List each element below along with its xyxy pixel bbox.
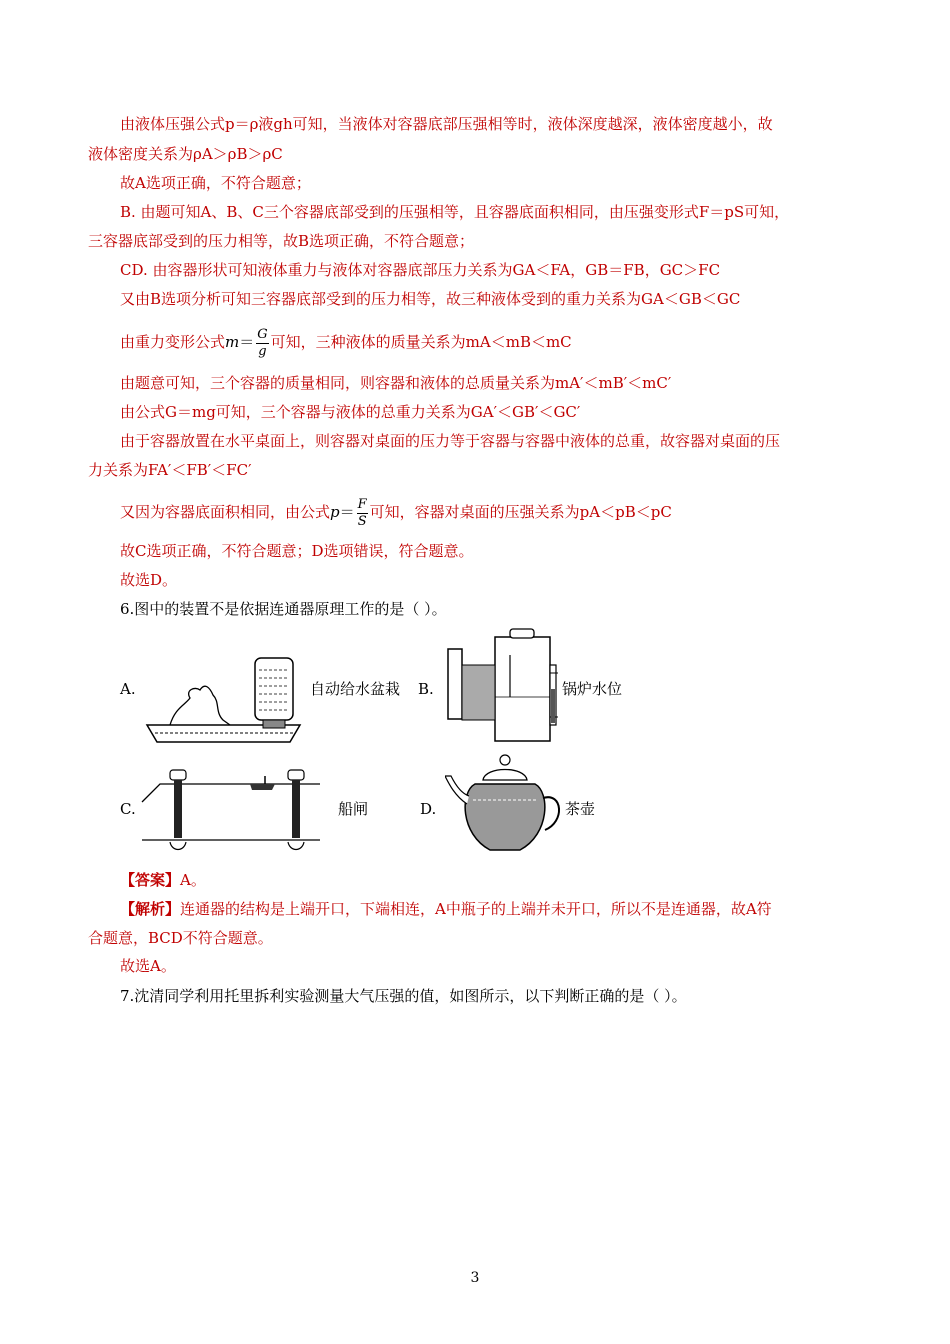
option-b-caption: 锅炉水位 <box>562 680 623 698</box>
solution-line-12: 力关系为FA′＜FB′＜FC′ <box>88 461 252 479</box>
formula-lead-text: 又因为容器底面积相同，由公式 <box>120 503 331 521</box>
fraction-numerator: G <box>257 326 268 342</box>
fraction-denominator: g <box>258 343 267 359</box>
question-7-stem: 7.沈清同学利用托里拆利实验测量大气压强的值，如图所示，以下判断正确的是（ ）。 <box>120 987 687 1005</box>
analysis-line-2: 合题意，BCD不符合题意。 <box>88 929 273 947</box>
teapot-figure <box>445 752 570 857</box>
option-c-letter: C. <box>120 800 136 818</box>
solution-line-3: 故A选项正确，不符合题意； <box>120 174 311 192</box>
option-d-caption: 茶壶 <box>565 800 596 818</box>
formula-var-p: p <box>330 503 340 521</box>
page-number: 3 <box>470 1270 480 1286</box>
formula-var-m: m <box>225 333 240 351</box>
question-6-stem: 6.图中的装置不是依据连通器原理工作的是（ ）。 <box>120 600 447 618</box>
solution-line-11: 由于容器放置在水平桌面上，则容器对桌面的压力等于容器与容器中液体的总重，故容器对桌面的压 <box>120 432 781 450</box>
boiler-gauge-figure <box>440 625 565 745</box>
option-b-letter: B. <box>418 680 434 698</box>
solution-line-8 <box>120 320 572 364</box>
analysis-tag: 【解析】 <box>120 900 181 918</box>
solution-line-5: 三容器底部受到的压力相等，故B选项正确，不符合题意； <box>88 232 475 250</box>
option-c-caption: 船闸 <box>338 800 369 818</box>
analysis-text-1: 连通器的结构是上端开口，下端相连，A中瓶子的上端并未开口，所以不是连通器，故A符 <box>180 900 772 918</box>
solution-line-15: 故选D。 <box>120 571 178 589</box>
answer-text: A。 <box>180 871 206 889</box>
formula-equals: ＝ <box>239 333 255 351</box>
formula-equals: ＝ <box>339 503 355 521</box>
solution-line-4: B. 由题可知A、B、C三个容器底部受到的压强相等，且容器底面积相同，由压强变形式F＝pS可知， <box>120 203 790 221</box>
solution-line-1: 由液体压强公式p＝ρ液gh可知，当液体对容器底部压强相等时，液体深度越深，液体密度越小，故 <box>120 115 773 133</box>
formula-lead-text: 由重力变形公式 <box>120 333 226 351</box>
solution-line-9: 由题意可知，三个容器的质量相同，则容器和液体的总质量关系为mA′＜mB′＜mC′ <box>120 374 672 392</box>
option-a-letter: A. <box>120 680 136 698</box>
solution-line-10: 由公式G＝mg可知，三个容器与液体的总重力关系为GA′＜GB′＜GC′ <box>120 403 581 421</box>
formula-trail-text: 可知，三种液体的质量关系为mA＜mB＜mC <box>270 333 572 351</box>
option-d-letter: D. <box>420 800 437 818</box>
fraction-g-over-g <box>256 327 268 360</box>
solution-line-14: 故C选项正确，不符合题意；D选项错误，符合题意。 <box>120 542 474 560</box>
option-a-caption: 自动给水盆栽 <box>310 680 401 698</box>
analysis-line-1 <box>120 898 772 920</box>
final-answer-line: 故选A。 <box>120 957 176 975</box>
answer-line <box>120 869 206 891</box>
solution-line-7: 又由B选项分析可知三容器底部受到的压力相等，故三种液体受到的重力关系为GA＜GB＜GC <box>120 290 741 308</box>
solution-line-13 <box>120 490 672 534</box>
formula-trail-text: 可知，容器对桌面的压强关系为pA＜pB＜pC <box>369 503 672 521</box>
fraction-numerator: F <box>357 496 367 512</box>
self-watering-planter-figure <box>145 650 305 745</box>
answer-tag: 【答案】 <box>120 871 181 889</box>
fraction-f-over-s <box>357 497 368 530</box>
solution-line-6: CD. 由容器形状可知液体重力与液体对容器底部压力关系为GA＜FA，GB＝FB，GC＞FC <box>120 261 721 279</box>
solution-line-2: 液体密度关系为ρA＞ρB＞ρC <box>88 145 283 163</box>
ship-lock-figure <box>140 762 330 857</box>
fraction-denominator: S <box>357 513 367 529</box>
